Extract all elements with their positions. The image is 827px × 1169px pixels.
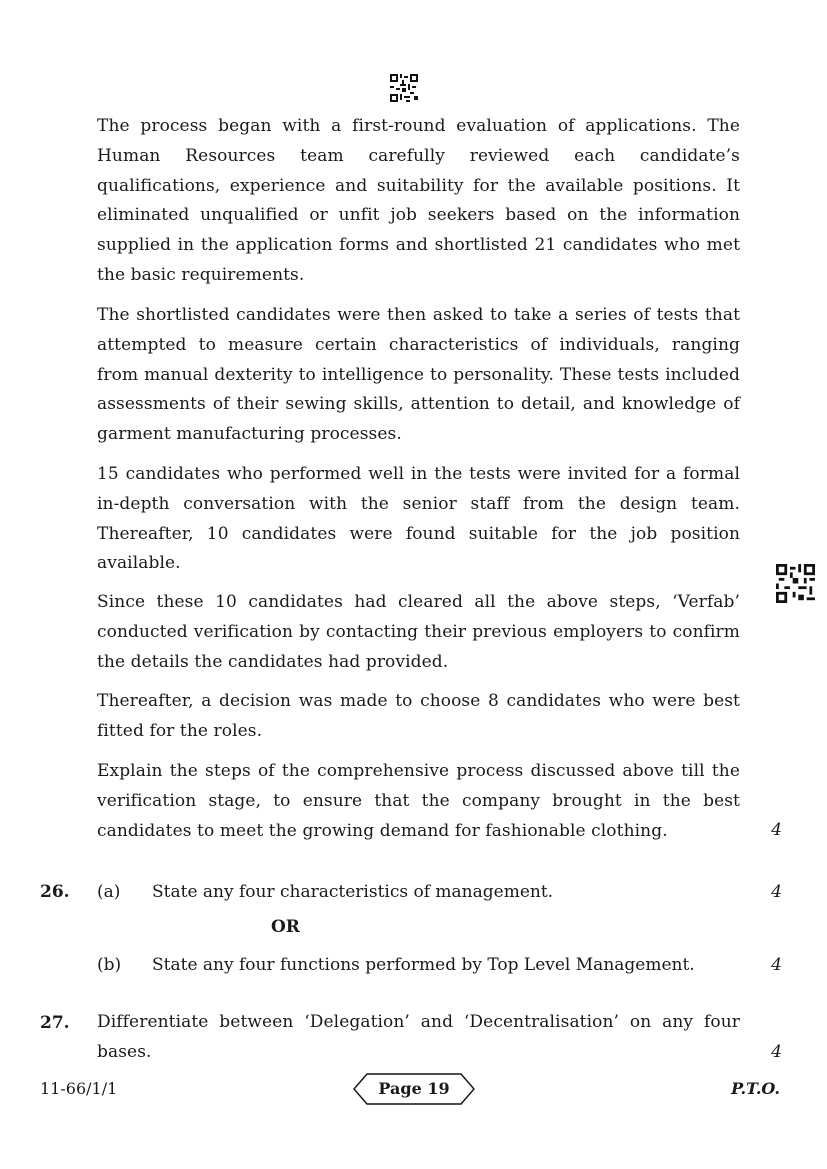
page-number: Page 19: [378, 1079, 450, 1098]
passage-paragraph-5: Thereafter, a decision was made to choose 8 candidates who were best fitted for the roles.: [97, 691, 740, 741]
paper-code: 11-66/1/1: [40, 1079, 118, 1098]
question-26-option-b-text: State any four functions performed by Top Level Management.: [152, 955, 695, 975]
pto-label: P.T.O.: [731, 1079, 780, 1098]
passage-paragraph-1: The process began with a first-round evaluation of applications. The Human Resources team carefully reviewed each candidate’s qualifications, experience and suitability for the available positions. It eliminated unqualified or unfit job seekers based on the information supplied in the application forms and shortlisted 21 candidates who met the basic requirements.: [97, 116, 740, 285]
passage-paragraph-2: The shortlisted candidates were then asked to take a series of tests that attempted to measure certain characteristics of individuals, ranging from manual dexterity to intelligence to personality. These tests included assessments of their sewing skills, attention to detail, and knowledge of garment manufacturing processes.: [97, 305, 740, 445]
question-27-text: Differentiate between ‘Delegation’ and ‘Decentralisation’ on any four bases.: [97, 1012, 740, 1062]
question-26-b-marks: 4: [771, 955, 782, 975]
qr-code-side: [776, 564, 815, 603]
question-27-number: 27.: [40, 1013, 70, 1033]
passage-marks: 4: [771, 820, 782, 840]
question-26-or: OR: [271, 917, 300, 937]
page-number-tag: [353, 1073, 475, 1105]
question-26-a-marks: 4: [771, 882, 782, 902]
passage-paragraph-4: Since these 10 candidates had cleared all the above steps, ‘Verfab’ conducted verification by contacting their previous employers to confirm the details the candidates had provided.: [97, 592, 740, 672]
qr-code-top: [390, 74, 418, 102]
question-26-option-b-label: (b): [97, 955, 122, 975]
passage-paragraph-6: Explain the steps of the comprehensive process discussed above till the verification stage, to ensure that the company brought in the best candidates to meet the growing demand for fashionable clothing.: [97, 761, 740, 841]
question-26-option-a-label: (a): [97, 882, 121, 902]
question-26-option-a-text: State any four characteristics of management.: [152, 882, 554, 902]
passage-paragraph-3: 15 candidates who performed well in the tests were invited for a formal in-depth conversation with the senior staff from the design team. Thereafter, 10 candidates were found suitable for the job position available.: [97, 464, 740, 574]
question-26-number: 26.: [40, 882, 70, 902]
question-27-marks: 4: [771, 1042, 782, 1062]
